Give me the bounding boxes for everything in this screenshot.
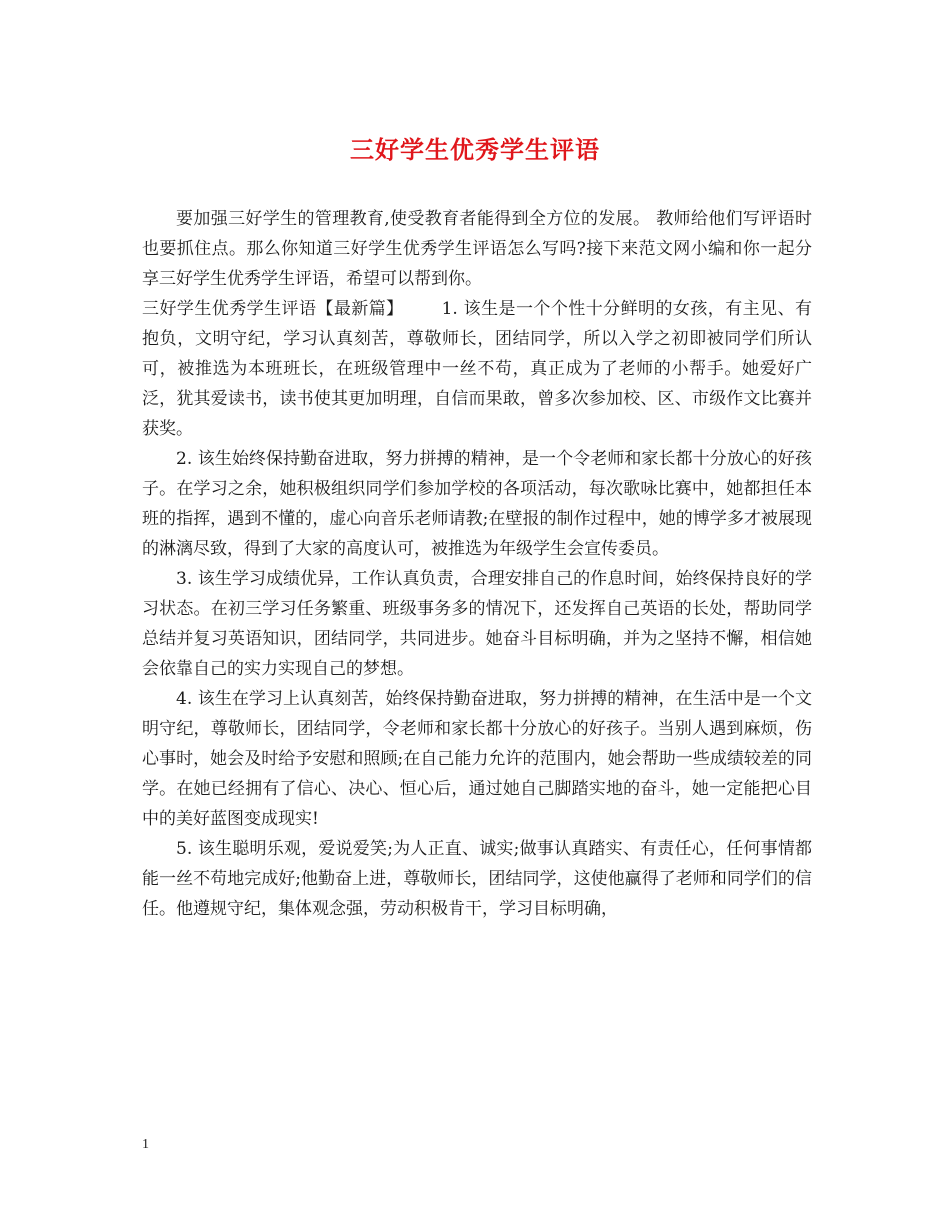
- document-body: [142, 204, 812, 924]
- document-title: 三好学生优秀学生评语: [350, 135, 600, 164]
- comment-item-1: 1. 该生是一个个性十分鲜明的女孩，有主见、有抱负，文明守纪，学习认真刻苦，尊敬师长，团结同学，所以入学之初即被同学们所认可，被推选为本班班长，在班级管理中一丝不苟，真正成为了老师的小帮手。她爱好广泛，犹其爱读书，读书使其更加明理，自信而果敢，曾多次参加校、区、市级作文比赛并获奖。: [142, 299, 813, 439]
- intro-paragraph: 要加强三好学生的管理教育,使受教育者能得到全方位的发展。 教师给他们写评语时也要抓住点。那么你知道三好学生优秀学生评语怎么写吗?接下来范文网小编和你一起分享三好学生优秀学生评语，希望可以帮到你。: [142, 209, 812, 289]
- section-heading: 三好学生优秀学生评语【最新篇】: [142, 299, 404, 319]
- comment-item-2: 2. 该生始终保持勤奋进取，努力拼搏的精神，是一个令老师和家长都十分放心的好孩子。在学习之余，她积极组织同学们参加学校的各项活动，每次歌咏比赛中，她都担任本班的指挥，遇到不懂的，虚心向音乐老师请教;在壁报的制作过程中，她的博学多才被展现的淋漓尽致，得到了大家的高度认可，被推选为年级学生会宣传委员。: [142, 449, 812, 559]
- page-number: 1: [142, 1137, 149, 1152]
- section-paragraph-1: [142, 294, 812, 444]
- comment-item-5: 5. 该生聪明乐观，爱说爱笑;为人正直、诚实;做事认真踏实、有责任心，任何事情都能一丝不苟地完成好;他勤奋上进，尊敬师长，团结同学，这使他赢得了老师和同学们的信任。他遵规守纪，集体观念强，劳动积极肯干，学习目标明确，: [142, 839, 812, 919]
- comment-item-3: 3. 该生学习成绩优异，工作认真负责，合理安排自己的作息时间，始终保持良好的学习状态。在初三学习任务繁重、班级事务多的情况下，还发挥自己英语的长处，帮助同学总结并复习英语知识，团结同学，共同进步。她奋斗目标明确，并为之坚持不懈，相信她会依靠自己的实力实现自己的梦想。: [142, 569, 812, 679]
- comment-item-4: 4. 该生在学习上认真刻苦，始终保持勤奋进取，努力拼搏的精神，在生活中是一个文明守纪，尊敬师长，团结同学，令老师和家长都十分放心的好孩子。当别人遇到麻烦，伤心事时，她会及时给予安慰和照顾;在自己能力允许的范围内，她会帮助一些成绩较差的同学。在她已经拥有了信心、决心、恒心后，通过她自己脚踏实地的奋斗，她一定能把心目中的美好蓝图变成现实!: [142, 689, 812, 829]
